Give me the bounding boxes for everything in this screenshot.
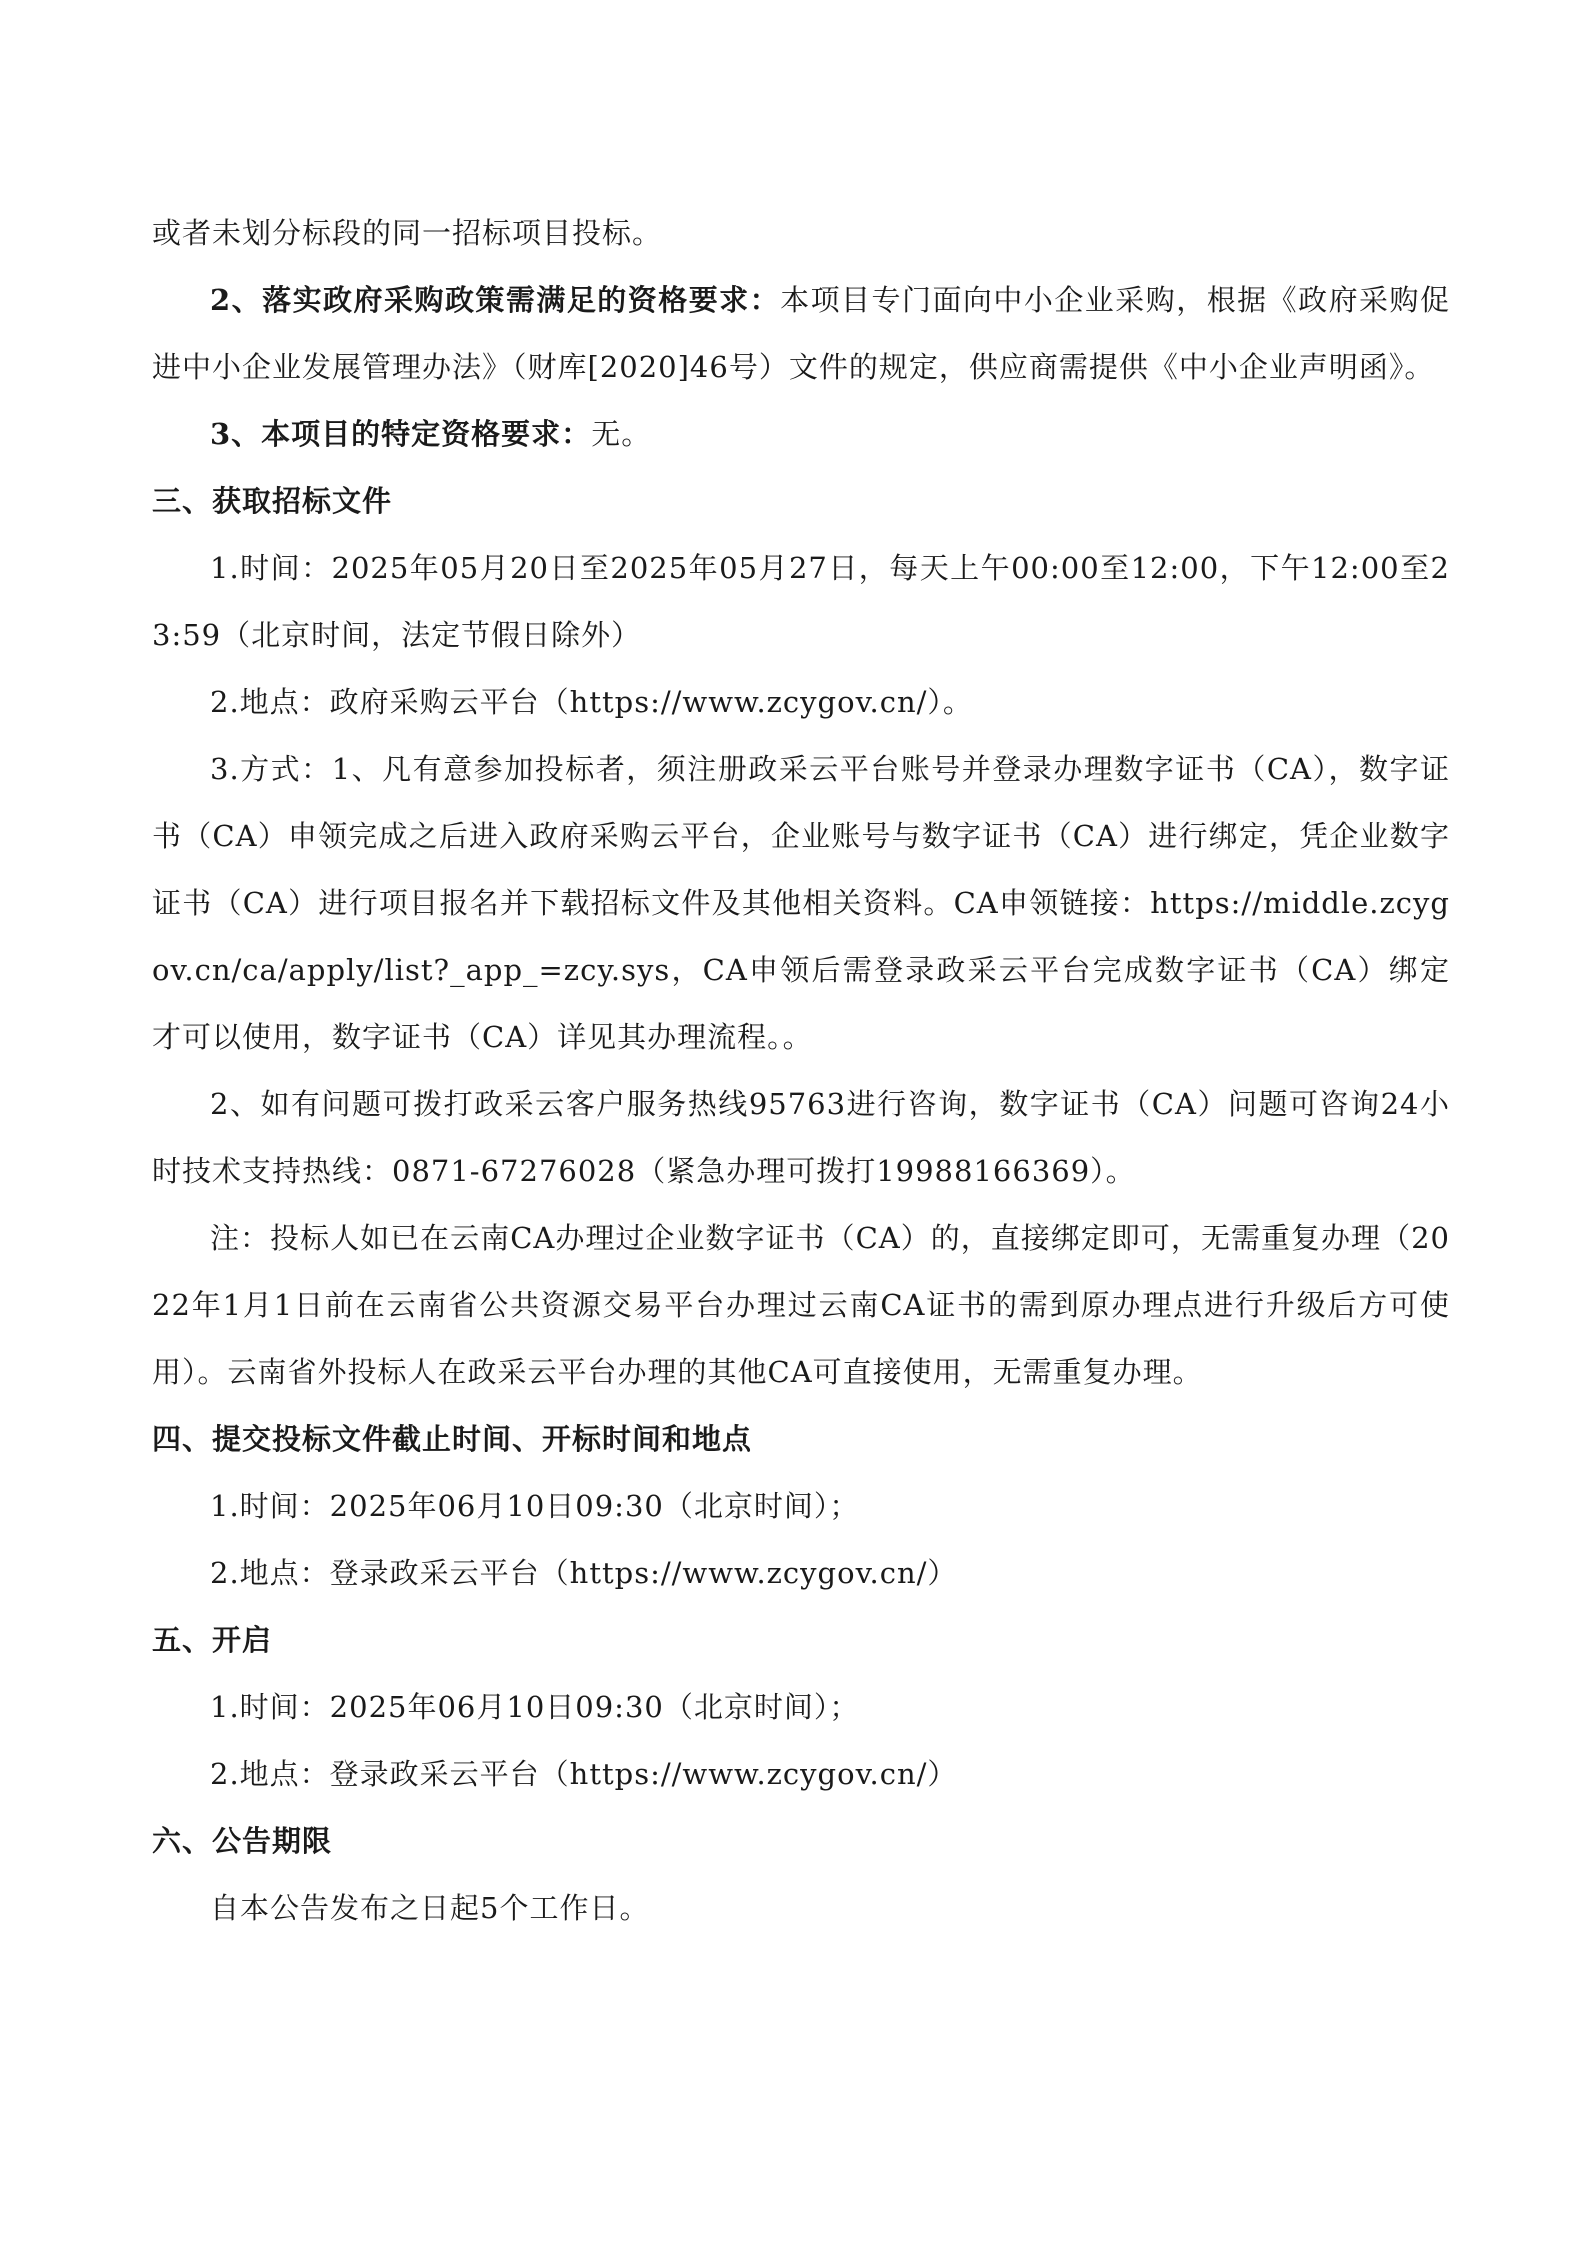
paragraph-continuation: 或者未划分标段的同一招标项目投标。: [152, 216, 663, 250]
section-5-time: 1.时间：2025年06月10日09:30（北京时间）；: [210, 1690, 860, 1724]
section-3-note: 注：投标人如已在云南CA办理过企业数字证书（CA）的，直接绑定即可，无需重复办理（2022年1月1日前在云南省公共资源交易平台办理过云南CA证书的需到原办理点进行升级后方可使用）。云南省外投标人在政采云平台办理的其他CA可直接使用，无需重复办理。: [152, 1221, 1450, 1389]
paragraph-requirement-2: [152, 267, 1450, 401]
requirement-3-label: 3、本项目的特定资格要求：: [210, 417, 592, 451]
requirement-3-text: 无。: [591, 417, 652, 451]
requirement-2-text: 本项目专门面向中小企业采购，根据《政府采购促进中小企业发展管理办法》（财库[2020]46号）文件的规定，供应商需提供《中小企业声明函》。: [152, 283, 1450, 384]
section-3-time: 1.时间：2025年05月20日至2025年05月27日，每天上午00:00至12:00，下午12:00至23:59（北京时间，法定节假日除外）: [152, 551, 1450, 652]
section-6-heading: 六、公告期限: [152, 1824, 333, 1858]
section-4-time: 1.时间：2025年06月10日09:30（北京时间）；: [210, 1489, 860, 1523]
paragraph-requirement-3: [152, 401, 1450, 468]
section-4-heading: 四、提交投标文件截止时间、开标时间和地点: [152, 1422, 753, 1456]
section-6-text: 自本公告发布之日起5个工作日。: [210, 1891, 650, 1925]
section-5-heading: 五、开启: [152, 1623, 273, 1657]
document-page: [152, 200, 1450, 1942]
section-3-method: 3.方式：1、凡有意参加投标者，须注册政采云平台账号并登录办理数字证书（CA），数字证书（CA）申领完成之后进入政府采购云平台，企业账号与数字证书（CA）进行绑定，凭企业数字证书（CA）进行项目报名并下载招标文件及其他相关资料。CA申领链接：https://middle.zcygov.cn/ca/apply/list?_app_=zcy.sys，CA申领后需登录政采云平台完成数字证书（CA）绑定才可以使用，数字证书（CA）详见其办理流程。。: [152, 752, 1450, 1054]
requirement-2-label: 2、落实政府采购政策需满足的资格要求：: [210, 283, 781, 317]
section-5-place: 2.地点：登录政采云平台（https://www.zcygov.cn/）: [210, 1757, 958, 1791]
section-3-place: 2.地点：政府采购云平台（https://www.zcygov.cn/）。: [210, 685, 973, 719]
section-3-heading: 三、获取招标文件: [152, 484, 393, 518]
section-3-hotline: 2、如有问题可拨打政采云客户服务热线95763进行咨询，数字证书（CA）问题可咨询24小时技术支持热线：0871-67276028（紧急办理可拨打19988166369）。: [152, 1087, 1450, 1188]
section-4-place: 2.地点：登录政采云平台（https://www.zcygov.cn/）: [210, 1556, 958, 1590]
